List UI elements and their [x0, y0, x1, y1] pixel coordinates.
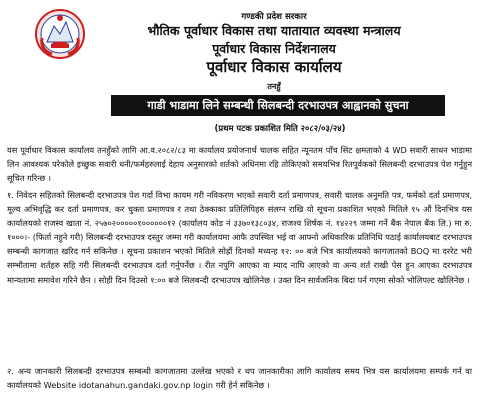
- notice-title: गाडी भाडामा लिने सम्बन्धी सिलबन्दी दरभाउपत्र आह्वानको सुचना: [111, 95, 445, 116]
- publication-date: (प्रथम पटक प्रकाशित मिति २०८२/०३/२४): [214, 123, 346, 133]
- item-number: १.: [7, 190, 14, 200]
- notice-intro-paragraph: यस पूर्वाधार विकास कार्यालय तनहुँको लागि आ.व.२०८२/८३ मा कार्यालय प्रयोजनार्थ चालक सहित न्यूनतम पाँच सिट क्षमताको 4 WD सवारी साधन भाडामा लिन आवश्यक परेकोले इच्छुक सवारी धनी/फर्महरुलाई देहाय अनुसारको शर्तको अधिनमा रहि तोकिएको समयभित्र रितपूर्वकको सिलबन्दी दरभाउपत्र पेश गर्नुहुन सूचित गरिन्छ ।: [7, 145, 472, 184]
- item-text: निवेदन सहितको सिलबन्दी दरभाउपत्र पेश गर्दा विभा कायम गरी नविकरण भएको सवारी दर्ता प्रमाणपत्र, सवारी चालक अनुमति पत्र, फर्मको दर्ता प्रमाणपत्र, मूल्य अभिवृद्धि कर दर्ता प्रमाणपत्र, कर चुक्ता प्रमाणपत्र र तथा ठेक्काका प्रतिलिपिहरु संलग्न राखि यो सूचना प्रकाशित भएको मितिले १५ औं दिनभित्र यस कार्यालयको राजस्व खाता नं. २५७०२०००००१००००००१२ (कार्यालय कोड नं ३३७०१३८०३४, राजश्व शिर्षक नं. १४२२९ जम्मा गर्ने बैंक नेपाल बैंक लि.) मा रु. १०००।- (फिर्ता नहुने गरी) सिलबन्दी दरभाउपत्र दस्तुर जम्मा गरी कार्यालयमा आफै उपस्थित भई वा आफ्नो अधिकारिक प्रतिनिधि पठाई कार्यालयबाट दरभाउपत्र सम्बन्धी कागजात खरिद गर्न सकिनेछ । सूचना प्रकाशन भएको मितिले सोह्रौं दिनको मध्यन्ह १२: ०० बजे भित्र कार्यालयको कागजातको BOQ मा दररेट भरी सम्भौतामा शर्तहरु सहि गरी सिलबन्दी दरभाउपत्र दर्ता गर्नुपर्नेछ । रीत नपुगि आएका वा म्याद नाघि आएको वा अन्य शर्त राखी पेस हुन आएका दरभाउपत्र मान्यतामा समावेश गरिने छैन । सोही दिन दिउसो १:०० बजे सिलबन्दी दरभाउपत्र खोलिनेछ । उक्त दिन सार्वजनिक बिदा पर्न गएमा सोको भोलिपल्ट खोलिनेछ ।: [7, 190, 472, 285]
- item-text: अन्य जानकारी सिलबन्दी दरभाउपत्र सम्बन्धी कागजातमा उल्लेख भएको र थप जानकारीका लागि कार्यालय समय भित्र यस कार्यालयमा सम्पर्क गर्न वा कार्यालयको Website idotanahun.gandaki.gov.np login गरी हेर्न सकिनेछ ।: [7, 366, 472, 391]
- ministry-name: भौतिक पूर्वाधार विकास तथा यातायात व्यवस्था मन्त्रालय: [147, 23, 401, 38]
- province-name: गण्डकी प्रदेश सरकार: [241, 12, 307, 22]
- office-location: तनहुँ: [267, 82, 281, 91]
- item-number: २.: [7, 366, 14, 376]
- office-name: पूर्वाधार विकास कार्यालय: [206, 58, 342, 76]
- directorate-name: पूर्वाधार विकास निर्देशनालय: [212, 41, 336, 56]
- notice-item-2: [7, 364, 472, 392]
- notice-item-1: [7, 188, 472, 287]
